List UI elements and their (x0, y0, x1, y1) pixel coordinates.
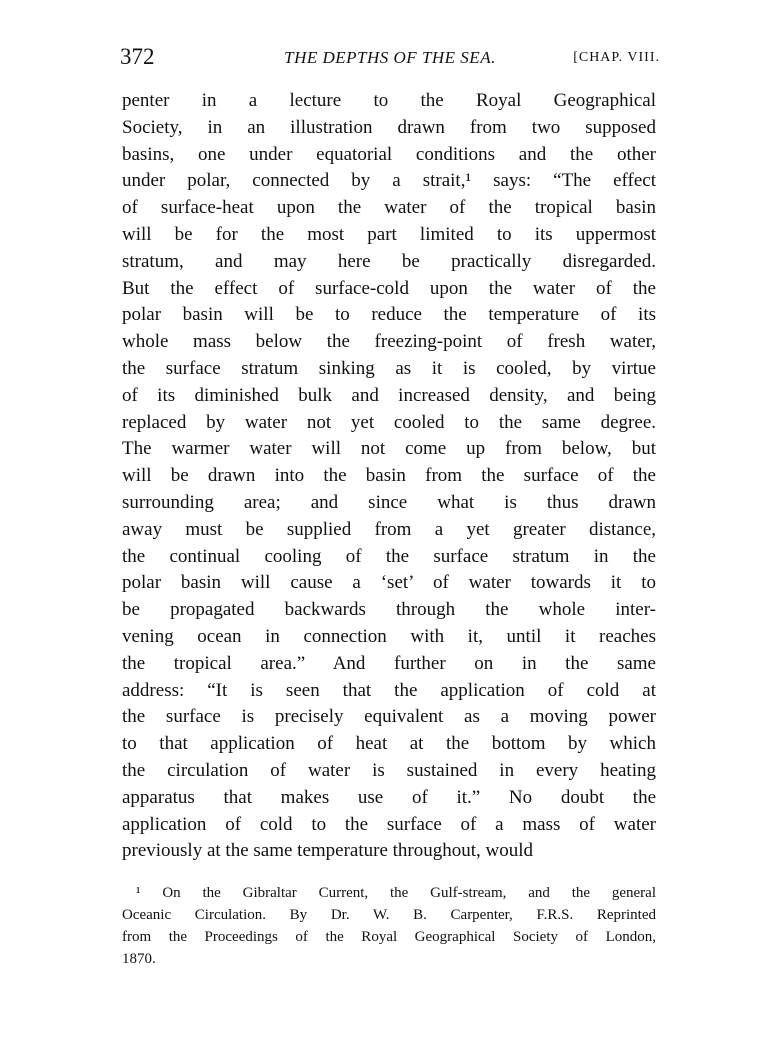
text-line: the tropical area.” And further on in the same (122, 652, 656, 674)
text-line: Society, in an illustration drawn from two supposed (122, 116, 656, 138)
text-line: surrounding area; and since what is thus drawn (122, 491, 656, 513)
text-line: whole mass below the freezing-point of fresh water, (122, 331, 656, 353)
chapter-reference: [CHAP. VIII. (573, 50, 660, 65)
footnote-line: Oceanic Circulation. By Dr. W. B. Carpenter, F.R.S. Reprinted (122, 907, 656, 923)
running-title: THE DEPTHS OF THE SEA. (284, 48, 496, 67)
text-line: replaced by water not yet cooled to the same degree. (122, 411, 656, 433)
text-line: the surface stratum sinking as it is cooled, by virtue (122, 357, 656, 379)
footnote-line: 1870. (122, 951, 156, 967)
text-line: stratum, and may here be practically disregarded. (122, 250, 656, 272)
text-line: will be drawn into the basin from the surface of the (122, 465, 656, 487)
body-text (122, 88, 656, 865)
text-line: previously at the same temperature throughout, would (122, 840, 534, 862)
text-line: basins, one under equatorial conditions and the other (122, 143, 656, 165)
page-number: 372 (120, 44, 155, 69)
text-line: But the effect of surface-cold upon the water of the (122, 277, 656, 299)
text-line: the circulation of water is sustained in every heating (122, 759, 656, 781)
text-line: address: “It is seen that the application of cold at (122, 679, 656, 701)
text-line: The warmer water will not come up from below, but (122, 438, 656, 460)
page-header (120, 44, 660, 76)
text-line: application of cold to the surface of a mass of water (122, 813, 656, 835)
footnote-line: from the Proceedings of the Royal Geographical Society of London, (122, 929, 656, 945)
text-line: vening ocean in connection with it, until it reaches (122, 625, 656, 647)
text-line: the surface is precisely equivalent as a moving power (122, 706, 656, 728)
text-line: will be for the most part limited to its uppermost (122, 223, 656, 245)
footnote (122, 882, 656, 970)
text-line: be propagated backwards through the whole inter- (122, 599, 656, 621)
text-line: the continual cooling of the surface stratum in the (122, 545, 656, 567)
text-line: apparatus that makes use of it.” No doubt the (122, 786, 656, 808)
text-line: polar basin will cause a ‘set’ of water towards it to (122, 572, 656, 594)
text-line: away must be supplied from a yet greater distance, (122, 518, 656, 540)
text-line: under polar, connected by a strait,¹ says: “The effect (122, 170, 656, 192)
text-line: of surface-heat upon the water of the tropical basin (122, 197, 656, 219)
text-line: to that application of heat at the bottom by which (122, 733, 656, 755)
footnote-line: ¹ On the Gibraltar Current, the Gulf-stream, and the general (136, 885, 656, 901)
text-line: polar basin will be to reduce the temperature of its (122, 304, 656, 326)
text-line: penter in a lecture to the Royal Geographical (122, 90, 656, 111)
text-line: of its diminished bulk and increased density, and being (122, 384, 656, 406)
